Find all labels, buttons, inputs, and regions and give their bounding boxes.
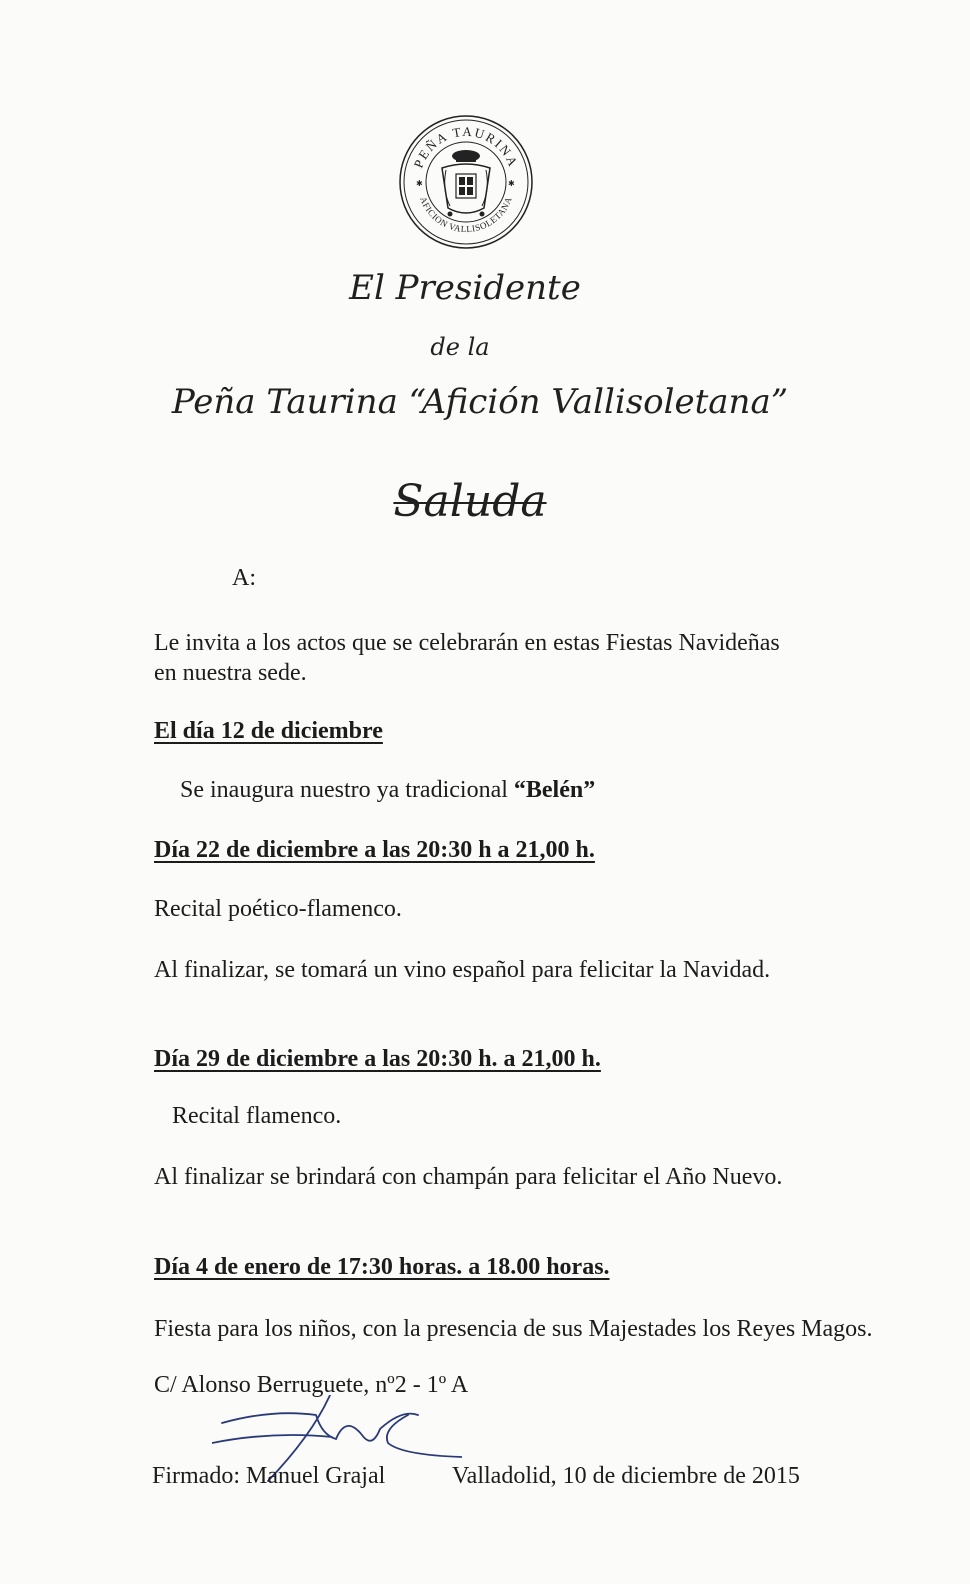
event-3-line-1: Recital flamenco. [172,1103,342,1129]
pena-taurina-seal-logo [398,114,534,250]
addressee-label: A: [232,565,256,591]
place-and-date: Valladolid, 10 de diciembre de 2015 [452,1463,800,1489]
title-pena-name: Peña Taurina “Afición Vallisoletana” [171,382,789,422]
event-2-line-1: Recital poético-flamenco. [154,896,402,922]
svg-text:✱: ✱ [508,179,515,188]
event-heading-2: Día 22 de diciembre a las 20:30 h a 21,00 h. [154,837,595,863]
event-heading-3: Día 29 de diciembre a las 20:30 h. a 21,00 h. [154,1046,601,1072]
signed-by: Firmado: Manuel Grajal [152,1463,386,1489]
address: C/ Alonso Berruguete, nº2 - 1º A [154,1372,469,1398]
event-1-belen: “Belén” [513,777,596,803]
event-heading-1: El día 12 de diciembre [154,718,383,744]
event-heading-4: Día 4 de enero de 17:30 horas. a 18.00 horas. [154,1254,610,1280]
svg-text:PEÑA TAURINA: PEÑA TAURINA [410,123,522,170]
title-el-presidente: El Presidente [349,268,581,308]
event-4-line-1: Fiesta para los niños, con la presencia de sus Majestades los Reyes Magos. [154,1316,873,1342]
intro-line-1: Le invita a los actos que se celebrarán en estas Fiestas Navideñas [154,630,780,656]
title-de-la: de la [430,333,490,361]
svg-text:✱: ✱ [416,179,423,188]
intro-line-2: en nuestra sede. [154,660,307,686]
event-1-text: Se inaugura nuestro ya tradicional [180,777,514,803]
event-1-description [180,775,595,805]
event-3-line-2: Al finalizar se brindará con champán para felicitar el Año Nuevo. [154,1164,783,1190]
title-saluda: Saluda [393,476,547,527]
svg-text:AFICION VALLISOLETANA: AFICION VALLISOLETANA [418,195,514,235]
event-2-line-2: Al finalizar, se tomará un vino español para felicitar la Navidad. [154,957,771,983]
